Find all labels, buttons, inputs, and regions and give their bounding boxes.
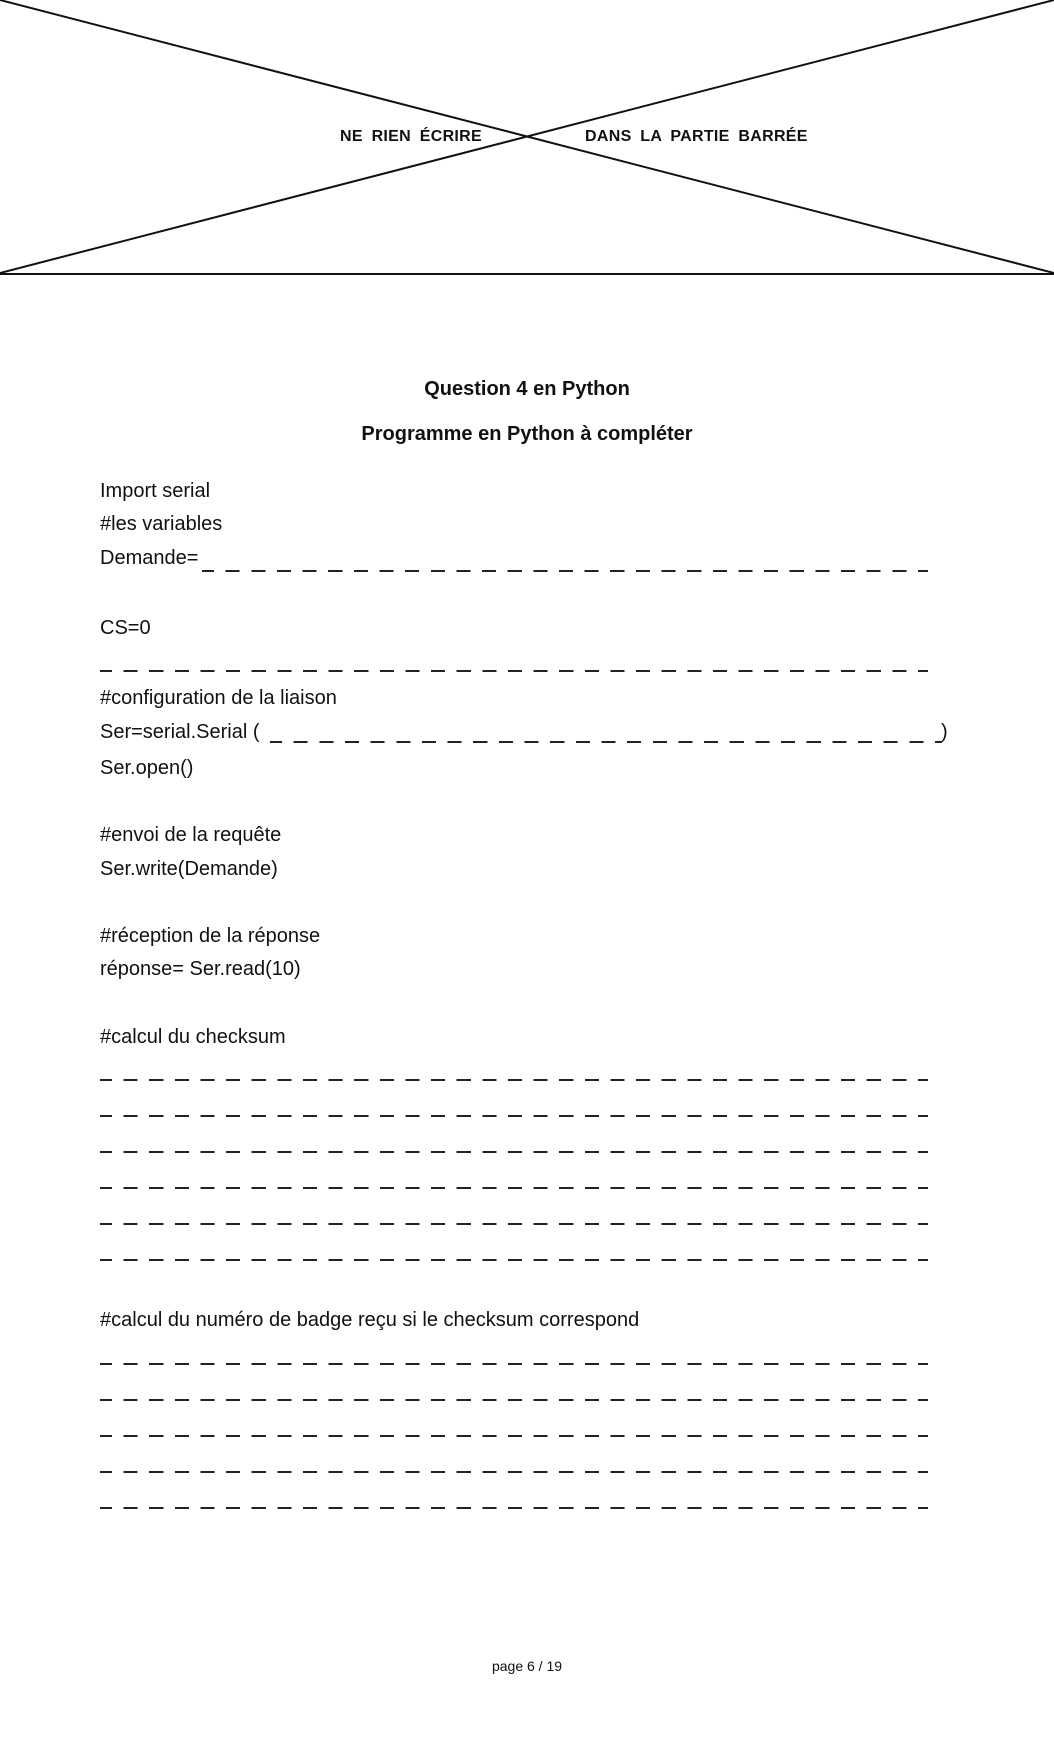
barred-zone-left-text: NE RIEN ÉCRIRE <box>340 128 482 145</box>
answer-blank-demande[interactable] <box>202 570 928 572</box>
barred-zone-cross <box>0 0 1054 276</box>
code-open: Ser.open() <box>100 757 194 779</box>
page-number: page 6 / 19 <box>491 1658 563 1674</box>
answer-blank-badge-5[interactable] <box>100 1507 928 1509</box>
code-comment-variables: #les variables <box>100 513 223 535</box>
question-title: Question 4 en Python <box>424 378 630 400</box>
code-read: réponse= Ser.read(10) <box>100 958 301 980</box>
code-comment-badge: #calcul du numéro de badge reçu si le checksum correspond <box>100 1309 640 1331</box>
code-cs: CS=0 <box>100 617 151 639</box>
code-comment-send: #envoi de la requête <box>100 824 282 846</box>
answer-blank-checksum-6[interactable] <box>100 1259 928 1261</box>
answer-blank-after-cs[interactable] <box>100 670 928 672</box>
answer-blank-badge-3[interactable] <box>100 1435 928 1437</box>
answer-blank-badge-1[interactable] <box>100 1363 928 1365</box>
answer-blank-badge-2[interactable] <box>100 1399 928 1401</box>
answer-blank-checksum-1[interactable] <box>100 1079 928 1081</box>
code-comment-checksum: #calcul du checksum <box>100 1026 286 1048</box>
question-subtitle: Programme en Python à compléter <box>361 423 693 445</box>
answer-blank-badge-4[interactable] <box>100 1471 928 1473</box>
barred-zone-right-text: DANS LA PARTIE BARRÉE <box>585 128 808 145</box>
answer-blank-checksum-2[interactable] <box>100 1115 928 1117</box>
barred-zone <box>0 0 1054 276</box>
code-comment-receive: #réception de la réponse <box>100 925 321 947</box>
answer-blank-checksum-5[interactable] <box>100 1223 928 1225</box>
code-serial-open: Ser=serial.Serial ( <box>100 721 260 743</box>
code-import: Import serial <box>100 480 211 502</box>
code-comment-config: #configuration de la liaison <box>100 687 337 709</box>
answer-blank-checksum-3[interactable] <box>100 1151 928 1153</box>
answer-blank-serial-params[interactable] <box>270 741 942 743</box>
code-write: Ser.write(Demande) <box>100 858 278 880</box>
code-demande: Demande= <box>100 547 199 569</box>
answer-blank-checksum-4[interactable] <box>100 1187 928 1189</box>
code-serial-close: ) <box>941 721 948 743</box>
